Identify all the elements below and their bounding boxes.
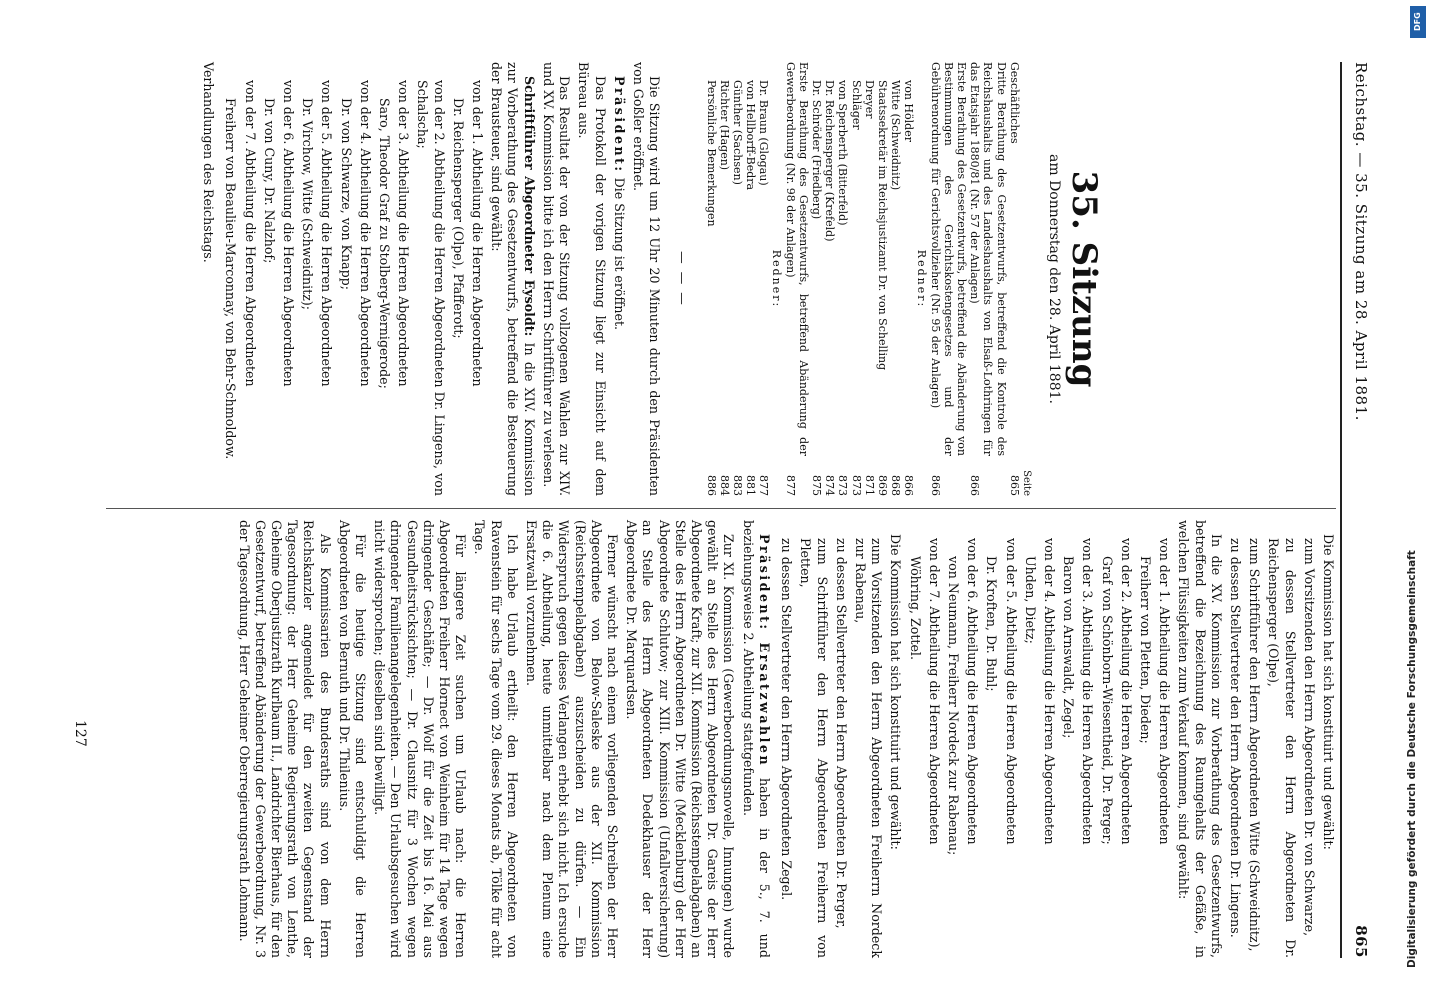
toc-item-text: Dr. Braun (Glogau) bbox=[757, 80, 771, 186]
toc-item-page: 866 bbox=[902, 475, 916, 496]
election-line: von der 5. Abtheilung die Herren Abgeordneten bbox=[319, 80, 335, 387]
longer-leave-paragraph: Für längere Zeit suchen um Urlaub nach: die Herren Abgeordneten Freiherr Hornect von Weinheim für 14 Tage wegen dringender Geschäfte; — Dr. Wolf für die Zeit bis 16. Mai aus Gesundheitsrücksichten; — Dr. Clausnitz für 3 Wochen wegen dringender Familienangelegenheiten. — Den Urlaubsgesuchen wird nicht widersprochen; dieselben sind bewilligt. bbox=[372, 520, 469, 958]
secretary-label: Schriftführer Abgeordneter Eysoldt: bbox=[521, 76, 537, 337]
commissioners-paragraph: Als Kommissarien des Bundesraths sind von dem Herrn Reichskanzler angemeldet für den zweiten Gegenstand der Tagesordnung: der Herr Geheime Regierungsrath von Lenthe, Geheime Oberjustizrath Kurlbaum II., Landrichter Bierhaus, für den Gesetzentwurf, betreffend Abänderung der Gewerbeordnung, Nr. 3 der Tagesordnung, Herr Geheimer Oberregierungsrath Lohmann. bbox=[236, 520, 333, 958]
toc-speaker-row bbox=[876, 62, 889, 496]
section-separator: — — — bbox=[675, 251, 691, 307]
xv-election-list bbox=[906, 520, 1172, 958]
election-line: von der 7. Abtheilung die Herren Abgeordneten bbox=[926, 538, 942, 845]
toc-speaker-row bbox=[889, 62, 902, 496]
running-header bbox=[1344, 62, 1374, 958]
toc-item-row bbox=[783, 62, 809, 496]
toc-item-text: Richter (Hagen) bbox=[717, 80, 731, 171]
toc-item-page: 875 bbox=[809, 475, 823, 496]
election-line: von der 1. Abtheilung die Herren Abgeordneten bbox=[470, 80, 486, 387]
president-label: Präsident: bbox=[611, 76, 627, 174]
right-column bbox=[232, 520, 1336, 958]
election-line: von der 6. Abtheilung die Herren Abgeordneten bbox=[281, 80, 297, 387]
officer-line: zu dessen Stellvertreter den Herrn Abgeordneten Zegel. bbox=[779, 538, 795, 901]
toc-item-text: Staatssekretär im Reichsjustizamt Dr. von Schelling bbox=[875, 80, 889, 371]
toc-item-text: Dr. Reichensperger (Krefeld) bbox=[823, 80, 837, 242]
toc-speakers-heading: Redner: bbox=[770, 249, 784, 309]
excused-paragraph: Für die heutige Sitzung sind entschuldigt die Herren Abgeordneten von Bernuth und Dr. Thilenius. bbox=[336, 520, 369, 958]
election-line: von der 6. Abtheilung die Herren Abgeordneten bbox=[965, 538, 981, 845]
column-divider bbox=[106, 508, 1336, 509]
election-line: von der 3. Abtheilung die Herren Abgeordneten bbox=[396, 80, 412, 387]
election-line: Saro, Theodor Graf zu Stolberg-Wernigerode; bbox=[377, 98, 393, 389]
election-line: Wöhring, Zottel. bbox=[907, 556, 923, 660]
toc-item-text: Dritte Berathung des Gesetzentwurfs, betreffend die Kontrole des Reichshaushalts und des Landeshaushalts von Elsaß-Lothringen für das Etatsjahr 1880/81 (Nr. 57 der Anlagen) bbox=[968, 62, 1008, 456]
election-line: Dr. von Schwarze, von Knapp; bbox=[338, 98, 354, 290]
toc-item-page: 866 bbox=[968, 475, 982, 496]
toc-speaker-row bbox=[731, 62, 744, 496]
toc-item-page: 884 bbox=[717, 475, 731, 496]
xv-intro: In die XV. Kommission zur Vorberathung des Gesetzentwurfs, betreffend die Bezeichnung des Raumgehalts der Gefäße, in welchen Flüssigkeiten zum Verkauf kommen, sind gewählt: bbox=[1176, 520, 1224, 958]
toc-item-text: Persönliche Bemerkungen bbox=[704, 80, 718, 227]
officer-line: zu dessen Stellvertreter den Herrn Abgeordneten Dr. Reichensperger (Olpe), bbox=[1266, 538, 1298, 958]
election-line: Freiherr von Pletten, Dieden; bbox=[1137, 556, 1153, 744]
toc-item-page: 871 bbox=[862, 475, 876, 496]
election-line: von der 5. Abtheilung die Herren Abgeordneten bbox=[1003, 538, 1019, 845]
toc-item-text: Dr. Schröder (Friedberg) bbox=[809, 80, 823, 220]
toc-speaker-row bbox=[704, 62, 717, 496]
opening-paragraph: Die Sitzung wird um 12 Uhr 20 Minuten durch den Präsidenten von Goßler eröffnet. bbox=[630, 62, 663, 496]
president-label-right: Präsident: bbox=[756, 534, 772, 632]
election-line: von der 2. Abtheilung die Herren Abgeordneten bbox=[1118, 538, 1134, 845]
toc-item-text: Schläger bbox=[849, 80, 863, 130]
commission-intro: Die Kommission hat sich konstituirt und gewählt: bbox=[1321, 534, 1336, 850]
election-line: Dr. Virchow, Witte (Schweidnitz); bbox=[300, 98, 316, 311]
toc-item-page: 877 bbox=[783, 475, 797, 496]
toc-item-page: 868 bbox=[889, 475, 903, 496]
toc-item-text: Dreyer bbox=[862, 80, 876, 119]
election-line: von Neumann, Freiherr Nordeck zur Rabenau; bbox=[945, 556, 961, 856]
ersatz-paragraph bbox=[740, 520, 772, 958]
election-line: Uhden, Dietz; bbox=[1022, 556, 1038, 644]
toc-speaker-row bbox=[823, 62, 836, 496]
session-date: am Donnerstag den 28. April 1881. bbox=[1046, 154, 1062, 404]
toc-item-row bbox=[968, 62, 1008, 496]
toc-speaker-row bbox=[810, 62, 823, 496]
toc-item-page: 866 bbox=[928, 475, 942, 496]
election-line: Dr. Reichensperger (Olpe), Pfafferott; bbox=[450, 98, 466, 339]
president-text-1: Die Sitzung ist eröffnet. bbox=[611, 177, 627, 331]
toc-item-text: von Hellborff-Bedra bbox=[744, 80, 758, 191]
secretary-paragraph bbox=[488, 62, 537, 496]
toc-item-page: 886 bbox=[704, 475, 718, 496]
toc-item-text: Geschäftliches bbox=[1007, 62, 1021, 144]
sheet-number: 127 bbox=[72, 720, 88, 747]
officer-line: zum Vorsitzenden den Herrn Abgeordneten Freiherrn Nordeck zur Rabenau, bbox=[852, 538, 885, 958]
toc-speaker-row bbox=[718, 62, 731, 496]
toc-item-text: von Sperberth (Bitterfeld) bbox=[836, 80, 850, 226]
election-line: von der 4. Abtheilung die Herren Abgeordneten bbox=[1041, 538, 1057, 845]
toc-item-text: Erste Berathung des Gesetzentwurfs, betreffend Abänderung der Gewerbeordnung (Nr. 98 der Anlagen) bbox=[783, 62, 810, 456]
election-line: von der 3. Abtheilung die Herren Abgeordneten bbox=[1080, 538, 1096, 845]
election-line: Baron von Arnswaldt, Zegel; bbox=[1061, 556, 1077, 739]
session-title: 35. Sitzung bbox=[1064, 170, 1104, 388]
urlaub-paragraph: Ich habe Urlaub ertheilt: den Herren Abgeordneten von Ravenstein für sechs Tage vom 29. dieses Monats ab, Tölke für acht Tage. bbox=[472, 520, 520, 958]
toc-item-page: 883 bbox=[730, 475, 744, 496]
dfg-attribution-text: Digitalisierung gefördert durch die Deutsche Forschungsgemeinschaft bbox=[1406, 550, 1418, 968]
table-of-contents bbox=[704, 62, 1020, 496]
president-paragraph bbox=[611, 62, 627, 496]
election-line: von der 4. Abtheilung die Herren Abgeordneten bbox=[357, 80, 373, 387]
toc-item-text: Erste Berathung des Gesetzentwurfs, betreffend die Abänderung von Bestimmungen des Gerichtskostengesetzes und der Gebührenordnung für Gerichtsvollzieher (Nr. 95 der Anlagen) bbox=[928, 62, 968, 456]
toc-item-page: 877 bbox=[757, 475, 771, 496]
officer-line: zum Schriftführer den Herrn Abgeordneten Freiherrn von Pletten, bbox=[798, 538, 830, 958]
toc-speakers-heading: Redner: bbox=[915, 249, 929, 309]
dfg-logo: DFG bbox=[1410, 6, 1426, 38]
election-line: von der 1. Abtheilung die Herren Abgeordneten bbox=[1157, 538, 1173, 845]
toc-speaker-row bbox=[849, 62, 862, 496]
toc-speaker-row bbox=[902, 62, 915, 496]
toc-speaker-row bbox=[744, 62, 757, 496]
commission-officers-list bbox=[1227, 520, 1317, 958]
closing-note: Verhandlungen des Reichstags. bbox=[201, 62, 217, 263]
left-column bbox=[197, 62, 1336, 496]
toc-item-page: 873 bbox=[849, 475, 863, 496]
election-line: von der 2. Abtheilung die Herren Abgeordneten Dr. Lingens, von Schalscha; bbox=[415, 80, 447, 496]
election-line: Dr. Kroften, Dr. Buhl; bbox=[984, 556, 1000, 692]
election-line: Dr. von Cuny, Dr. Nalzhof; bbox=[261, 98, 277, 264]
officer-line: zum Schriftführer den Herrn Abgeordneten Witte (Schweidnitz), bbox=[1247, 538, 1263, 952]
officer-line: zu dessen Stellvertreter den Herrn Abgeordneten Dr. Lingens. bbox=[1227, 538, 1243, 938]
toc-item-text: Günther (Sachsen) bbox=[730, 80, 744, 185]
election-line: Graf von Schönborn-Wiesentheid, Dr. Perger; bbox=[1099, 556, 1115, 845]
toc-item-page: 873 bbox=[836, 475, 850, 496]
toc-speaker-row bbox=[863, 62, 876, 496]
election-line: von der 7. Abtheilung die Herren Abgeordneten bbox=[242, 80, 258, 387]
secretary-intro: In die XIV. Kommission zur Vorberathung des Gesetzentwurfs, betreffend die Besteuerung der Brausteuer, sind gewählt: bbox=[489, 62, 537, 496]
toc-item-page: 869 bbox=[875, 475, 889, 496]
toc-speaker-row bbox=[757, 62, 770, 496]
ersatz-label: Ersatzwahlen bbox=[756, 642, 772, 768]
toc-item-page: 881 bbox=[744, 475, 758, 496]
header-rule bbox=[1340, 62, 1342, 958]
below-saleske-paragraph: Ferner wünscht nach einem vorliegenden Schreiben der Herr Abgeordnete von Below-Saleske aus der XII. Kommission (Reichsstempelabgaben) auszuscheiden zu dürfen. — Ein Widerspruch gegen dieses Verlangen erhebt sich nicht. Ich ersuche die 6. Abtheilung, heute unmittelbar nach dem Plenum eine Ersatzwahl vorzunehmen. bbox=[524, 520, 621, 958]
xv-officers-list bbox=[778, 520, 884, 958]
toc-item-text: Witte (Schweidnitz) bbox=[889, 80, 903, 191]
ersatz-text: haben in der 5., 7. und beziehungsweise 2. Abtheilung stattgefunden. bbox=[740, 520, 772, 958]
toc-speaker-row bbox=[836, 62, 849, 496]
toc-seite-label: Seite bbox=[1020, 470, 1032, 496]
toc-item-page: 865 bbox=[1007, 475, 1021, 496]
running-title: Reichstag. — 35. Sitzung am 28. April 1881. bbox=[1352, 62, 1370, 421]
secretary-election-list bbox=[222, 62, 485, 496]
toc-item-text: von Hölder bbox=[902, 80, 916, 142]
toc-item-row bbox=[928, 62, 968, 496]
xv-const-intro: Die Kommission hat sich konstituirt und gewählt: bbox=[888, 534, 904, 850]
officer-line: zu dessen Stellvertreter den Herrn Abgeordneten Dr. Perger, bbox=[833, 538, 849, 929]
toc-item-row bbox=[1008, 62, 1021, 496]
president-text-2: Das Protokoll der vorigen Sitzung liegt zur Einsicht auf dem Büreau aus. bbox=[576, 62, 608, 496]
president-text-3: Das Resultat der von der Sitzung vollzogenen Wahlen zur XIV. und XV. Kommission bitte ich den Herrn Schriftführer zu verlesen. bbox=[540, 62, 573, 496]
dfg-attribution-strip bbox=[1404, 0, 1432, 1000]
election-line: Freiherr von Beaulieu-Marconnay, von Behr-Schmoldow. bbox=[223, 98, 239, 460]
toc-item-page: 874 bbox=[823, 475, 837, 496]
page-number: 865 bbox=[1352, 925, 1370, 958]
commission-replacement-paragraph: Zur XI. Kommission (Gewerbeordnungsnovelle, Innungen) wurde gewählt an Stelle des Herrn Abgeordneten Dr. Gareis der Herr Abgeordnete Kraft; zur XII. Kommission (Reichsstempelabgaben) an Stelle des Herrn Abgeordneten Dr. Witte (Mecklenburg) der Herr Abgeordnete Schlutow; zur XIII. Kommission (Unfallversicherung) an Stelle des Herrn Abgeordneten Dedekhauser der Herr Abgeordnete Dr. Marquardsen. bbox=[624, 520, 737, 958]
officer-line: zum Vorsitzenden den Herrn Abgeordneten Dr. von Schwarze, bbox=[1301, 538, 1317, 937]
